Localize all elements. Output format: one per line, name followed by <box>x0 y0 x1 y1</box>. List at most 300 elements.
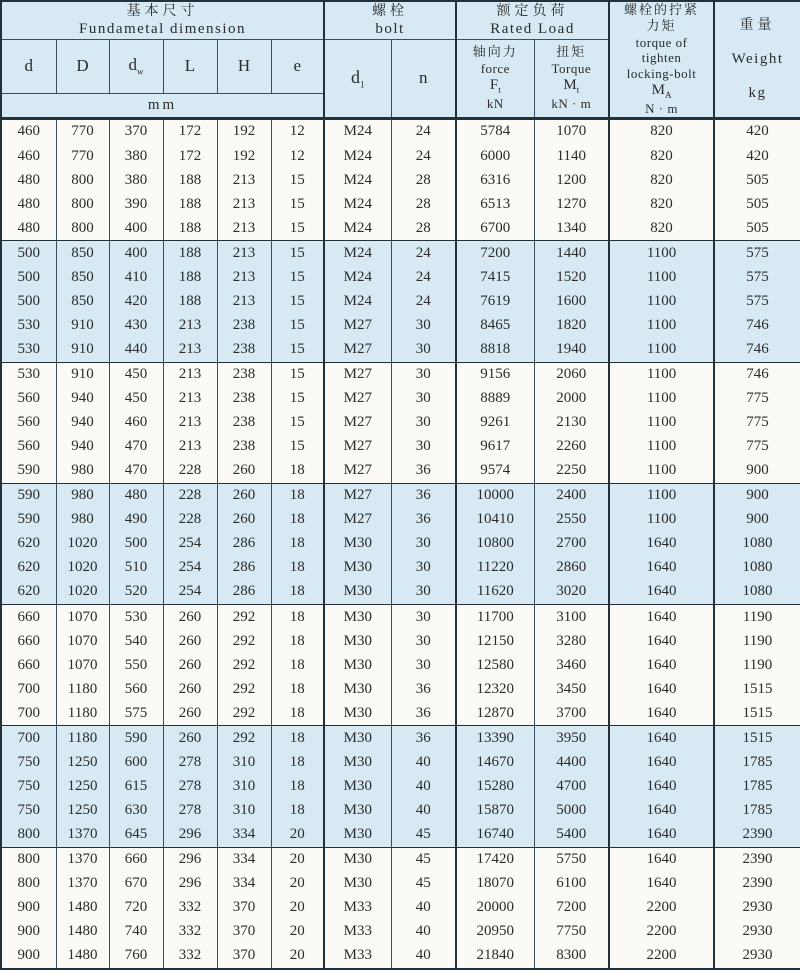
table-row <box>1 580 800 605</box>
cell: 12150 <box>456 629 534 653</box>
cell: 192 <box>217 144 271 168</box>
cell: 940 <box>56 411 109 435</box>
cell: 8889 <box>456 387 534 411</box>
table-header <box>1 1 800 118</box>
table-row <box>1 896 800 920</box>
cell: 15 <box>271 411 324 435</box>
cell: 192 <box>217 118 271 144</box>
cell: 560 <box>1 387 56 411</box>
cell: 590 <box>109 726 163 751</box>
table-row <box>1 751 800 775</box>
cell: M33 <box>324 920 391 944</box>
cell: 850 <box>56 241 109 266</box>
cell: 800 <box>1 847 56 872</box>
cell: 228 <box>163 508 217 532</box>
cell: 260 <box>163 701 217 726</box>
cell: 15 <box>271 216 324 241</box>
cell: 505 <box>714 216 800 241</box>
cell: 1180 <box>56 726 109 751</box>
cell: 10410 <box>456 508 534 532</box>
table-row <box>1 701 800 726</box>
cell: 18 <box>271 701 324 726</box>
cell: 1785 <box>714 774 800 798</box>
cell: 746 <box>714 337 800 362</box>
cell: 310 <box>217 798 271 822</box>
cell: 2000 <box>534 387 609 411</box>
cell: 296 <box>163 847 217 872</box>
cell: 3280 <box>534 629 609 653</box>
cell: M30 <box>324 580 391 605</box>
cell: 188 <box>163 289 217 313</box>
cell: 238 <box>217 387 271 411</box>
cell: 480 <box>1 192 56 216</box>
cell: 3100 <box>534 605 609 630</box>
cell: 1640 <box>609 822 714 847</box>
cell: 278 <box>163 751 217 775</box>
cell: 740 <box>109 920 163 944</box>
cell: 2930 <box>714 896 800 920</box>
cell: 1080 <box>714 580 800 605</box>
cell: M24 <box>324 289 391 313</box>
table-row <box>1 192 800 216</box>
cell: 15 <box>271 289 324 313</box>
cell: M30 <box>324 798 391 822</box>
cell: 24 <box>391 144 456 168</box>
cell: 13390 <box>456 726 534 751</box>
table-row <box>1 605 800 630</box>
cell: 1640 <box>609 629 714 653</box>
cell: 12 <box>271 144 324 168</box>
cell: 900 <box>714 459 800 484</box>
cell: 2700 <box>534 532 609 556</box>
cell: 45 <box>391 822 456 847</box>
cell: 30 <box>391 411 456 435</box>
cell: 470 <box>109 459 163 484</box>
table-row <box>1 144 800 168</box>
cell: 24 <box>391 266 456 290</box>
cell: 172 <box>163 144 217 168</box>
cell: 3020 <box>534 580 609 605</box>
cell: 286 <box>217 580 271 605</box>
cell: 1180 <box>56 701 109 726</box>
cell: 1820 <box>534 313 609 337</box>
cell: 1640 <box>609 798 714 822</box>
cell: 530 <box>1 313 56 337</box>
cell: 1480 <box>56 920 109 944</box>
cell: 775 <box>714 435 800 459</box>
torque-unit: kN · m <box>551 96 592 112</box>
cell: 7619 <box>456 289 534 313</box>
cell: 15 <box>271 435 324 459</box>
force-zh: 轴向力 <box>472 44 518 60</box>
table-row <box>1 435 800 459</box>
cell: 900 <box>1 896 56 920</box>
cell: 15280 <box>456 774 534 798</box>
cell: 2250 <box>534 459 609 484</box>
header-bolt-en: bolt <box>375 21 405 37</box>
cell: 36 <box>391 701 456 726</box>
cell: 278 <box>163 798 217 822</box>
cell: 1370 <box>56 847 109 872</box>
cell: 11700 <box>456 605 534 630</box>
table-row <box>1 411 800 435</box>
cell: 660 <box>1 629 56 653</box>
cell: 332 <box>163 944 217 970</box>
cell: 1100 <box>609 337 714 362</box>
cell: 1480 <box>56 944 109 970</box>
cell: 460 <box>1 118 56 144</box>
cell: 30 <box>391 435 456 459</box>
table-row <box>1 118 800 144</box>
cell: 334 <box>217 822 271 847</box>
cell: 1785 <box>714 751 800 775</box>
cell: 213 <box>163 411 217 435</box>
cell: M30 <box>324 726 391 751</box>
cell: M30 <box>324 677 391 701</box>
cell: 370 <box>217 896 271 920</box>
cell: 910 <box>56 313 109 337</box>
cell: M30 <box>324 605 391 630</box>
cell: 213 <box>217 192 271 216</box>
cell: M33 <box>324 896 391 920</box>
cell: 24 <box>391 118 456 144</box>
cell: 700 <box>1 701 56 726</box>
cell: 15870 <box>456 798 534 822</box>
cell: 21840 <box>456 944 534 970</box>
cell: 1100 <box>609 362 714 387</box>
cell: 30 <box>391 605 456 630</box>
cell: 36 <box>391 459 456 484</box>
cell: M30 <box>324 556 391 580</box>
cell: 1515 <box>714 726 800 751</box>
cell: 28 <box>391 216 456 241</box>
table-row <box>1 556 800 580</box>
unit-row-mm: mm <box>1 93 324 118</box>
cell: 770 <box>56 118 109 144</box>
table-row <box>1 822 800 847</box>
cell: 172 <box>163 118 217 144</box>
cell: M24 <box>324 144 391 168</box>
table-row <box>1 459 800 484</box>
cell: 6000 <box>456 144 534 168</box>
cell: 470 <box>109 435 163 459</box>
header-weight-en: Weight <box>731 51 784 68</box>
cell: 900 <box>714 508 800 532</box>
table-row <box>1 387 800 411</box>
header-weight-unit: kg <box>748 85 767 102</box>
cell: 800 <box>56 168 109 192</box>
cell: 213 <box>217 168 271 192</box>
cell: 6513 <box>456 192 534 216</box>
cell: 700 <box>1 726 56 751</box>
cell: 18 <box>271 508 324 532</box>
cell: 1250 <box>56 798 109 822</box>
cell: 3700 <box>534 701 609 726</box>
cell: 550 <box>109 653 163 677</box>
cell: 1520 <box>534 266 609 290</box>
cell: 850 <box>56 266 109 290</box>
cell: 980 <box>56 508 109 532</box>
cell: 900 <box>714 483 800 508</box>
cell: 188 <box>163 216 217 241</box>
cell: 213 <box>163 387 217 411</box>
cell: 1100 <box>609 241 714 266</box>
cell: 12870 <box>456 701 534 726</box>
cell: 213 <box>163 337 217 362</box>
table-row <box>1 872 800 896</box>
cell: 575 <box>714 289 800 313</box>
cell: 1100 <box>609 459 714 484</box>
cell: 9156 <box>456 362 534 387</box>
cell: 213 <box>217 241 271 266</box>
cell: 188 <box>163 192 217 216</box>
cell: 370 <box>109 118 163 144</box>
cell: 1190 <box>714 629 800 653</box>
cell: 2860 <box>534 556 609 580</box>
cell: 1100 <box>609 411 714 435</box>
cell: 14670 <box>456 751 534 775</box>
cell: 40 <box>391 751 456 775</box>
cell: 500 <box>1 289 56 313</box>
cell: 2550 <box>534 508 609 532</box>
cell: 18 <box>271 726 324 751</box>
cell: 15 <box>271 362 324 387</box>
cell: 15 <box>271 192 324 216</box>
table-row <box>1 847 800 872</box>
header-fundamental-en: Fundametal dimension <box>78 21 247 37</box>
cell: 900 <box>1 944 56 970</box>
cell: 575 <box>714 241 800 266</box>
cell: 1070 <box>56 653 109 677</box>
cell: 30 <box>391 629 456 653</box>
cell: 820 <box>609 144 714 168</box>
cell: 40 <box>391 896 456 920</box>
table-row <box>1 266 800 290</box>
cell: 575 <box>714 266 800 290</box>
cell: 260 <box>217 459 271 484</box>
cell: M33 <box>324 944 391 970</box>
cell: 36 <box>391 483 456 508</box>
cell: 30 <box>391 556 456 580</box>
cell: 450 <box>109 387 163 411</box>
cell: 2390 <box>714 822 800 847</box>
cell: 9574 <box>456 459 534 484</box>
col-header-d1: $d_1$ <box>324 39 391 118</box>
table-row <box>1 532 800 556</box>
cell: 5750 <box>534 847 609 872</box>
cell: M27 <box>324 362 391 387</box>
cell: 1070 <box>56 629 109 653</box>
table-row <box>1 798 800 822</box>
cell: 746 <box>714 313 800 337</box>
cell: M27 <box>324 337 391 362</box>
cell: 213 <box>163 435 217 459</box>
cell: 260 <box>163 726 217 751</box>
cell: 2400 <box>534 483 609 508</box>
cell: 775 <box>714 411 800 435</box>
cell: 1640 <box>609 847 714 872</box>
cell: 770 <box>56 144 109 168</box>
cell: 296 <box>163 872 217 896</box>
cell: 820 <box>609 192 714 216</box>
cell: 910 <box>56 337 109 362</box>
cell: 7750 <box>534 920 609 944</box>
cell: 18 <box>271 653 324 677</box>
cell: 480 <box>1 168 56 192</box>
cell: 590 <box>1 483 56 508</box>
table-body <box>1 118 800 969</box>
table-row <box>1 216 800 241</box>
cell: 750 <box>1 751 56 775</box>
cell: 1080 <box>714 556 800 580</box>
cell: 800 <box>1 822 56 847</box>
header-tighten-torque <box>609 1 714 118</box>
cell: 36 <box>391 677 456 701</box>
cell: 9261 <box>456 411 534 435</box>
cell: 1340 <box>534 216 609 241</box>
table-row <box>1 337 800 362</box>
table-row <box>1 313 800 337</box>
cell: 800 <box>56 216 109 241</box>
cell: 370 <box>217 944 271 970</box>
cell: 11620 <box>456 580 534 605</box>
cell: 800 <box>56 192 109 216</box>
cell: 530 <box>1 337 56 362</box>
cell: 980 <box>56 483 109 508</box>
header-tighten-en2: tighten <box>641 50 682 66</box>
cell: 505 <box>714 168 800 192</box>
cell: 238 <box>217 435 271 459</box>
col-header-L: L <box>163 39 217 93</box>
cell: M30 <box>324 532 391 556</box>
cell: 1250 <box>56 774 109 798</box>
cell: 430 <box>109 313 163 337</box>
cell: 20000 <box>456 896 534 920</box>
cell: 8818 <box>456 337 534 362</box>
cell: 7200 <box>456 241 534 266</box>
cell: 310 <box>217 751 271 775</box>
cell: 18 <box>271 556 324 580</box>
cell: 3460 <box>534 653 609 677</box>
cell: 910 <box>56 362 109 387</box>
cell: 228 <box>163 483 217 508</box>
torque-zh: 扭矩 <box>556 44 587 60</box>
cell: 24 <box>391 241 456 266</box>
cell: 30 <box>391 337 456 362</box>
cell: 2930 <box>714 920 800 944</box>
header-fundamental-dimension <box>1 1 324 39</box>
cell: 500 <box>1 241 56 266</box>
cell: 228 <box>163 459 217 484</box>
cell: 615 <box>109 774 163 798</box>
cell: 15 <box>271 241 324 266</box>
cell: 1190 <box>714 653 800 677</box>
cell: 1440 <box>534 241 609 266</box>
cell: 1100 <box>609 387 714 411</box>
cell: 1140 <box>534 144 609 168</box>
col-header-axial-force <box>456 39 534 118</box>
cell: 334 <box>217 872 271 896</box>
cell: 7415 <box>456 266 534 290</box>
cell: M24 <box>324 192 391 216</box>
cell: 2390 <box>714 872 800 896</box>
cell: 380 <box>109 144 163 168</box>
cell: 530 <box>1 362 56 387</box>
cell: 15 <box>271 387 324 411</box>
cell: 332 <box>163 896 217 920</box>
cell: 20 <box>271 872 324 896</box>
cell: M24 <box>324 118 391 144</box>
cell: 260 <box>163 677 217 701</box>
cell: 2130 <box>534 411 609 435</box>
cell: 5400 <box>534 822 609 847</box>
cell: 40 <box>391 944 456 970</box>
cell: 334 <box>217 847 271 872</box>
cell: 380 <box>109 168 163 192</box>
cell: 600 <box>109 751 163 775</box>
cell: 15 <box>271 313 324 337</box>
cell: 520 <box>109 580 163 605</box>
table-row <box>1 629 800 653</box>
torque-symbol: $M_t$ <box>563 77 580 96</box>
cell: 420 <box>714 118 800 144</box>
cell: 15 <box>271 266 324 290</box>
cell: 238 <box>217 411 271 435</box>
cell: 1600 <box>534 289 609 313</box>
cell: 292 <box>217 726 271 751</box>
cell: 1020 <box>56 556 109 580</box>
table-row <box>1 653 800 677</box>
cell: 20 <box>271 847 324 872</box>
cell: 450 <box>109 362 163 387</box>
cell: 18 <box>271 605 324 630</box>
cell: 560 <box>1 411 56 435</box>
cell: M30 <box>324 847 391 872</box>
cell: M27 <box>324 411 391 435</box>
cell: 400 <box>109 241 163 266</box>
cell: 30 <box>391 532 456 556</box>
cell: 500 <box>1 266 56 290</box>
cell: 20950 <box>456 920 534 944</box>
cell: 820 <box>609 168 714 192</box>
cell: 238 <box>217 362 271 387</box>
cell: 6700 <box>456 216 534 241</box>
cell: 1190 <box>714 605 800 630</box>
header-tighten-en3: locking-bolt <box>626 65 697 81</box>
cell: M30 <box>324 751 391 775</box>
cell: 18 <box>271 677 324 701</box>
cell: M27 <box>324 483 391 508</box>
cell: 1640 <box>609 726 714 751</box>
cell: 30 <box>391 313 456 337</box>
cell: 2930 <box>714 944 800 970</box>
cell: 2200 <box>609 920 714 944</box>
cell: 1070 <box>56 605 109 630</box>
cell: 213 <box>217 289 271 313</box>
cell: 7200 <box>534 896 609 920</box>
cell: 1640 <box>609 677 714 701</box>
cell: 12320 <box>456 677 534 701</box>
table-row <box>1 774 800 798</box>
cell: 11220 <box>456 556 534 580</box>
cell: 5000 <box>534 798 609 822</box>
cell: 645 <box>109 822 163 847</box>
cell: 540 <box>109 629 163 653</box>
cell: 30 <box>391 580 456 605</box>
cell: 292 <box>217 653 271 677</box>
cell: 45 <box>391 847 456 872</box>
cell: 30 <box>391 653 456 677</box>
